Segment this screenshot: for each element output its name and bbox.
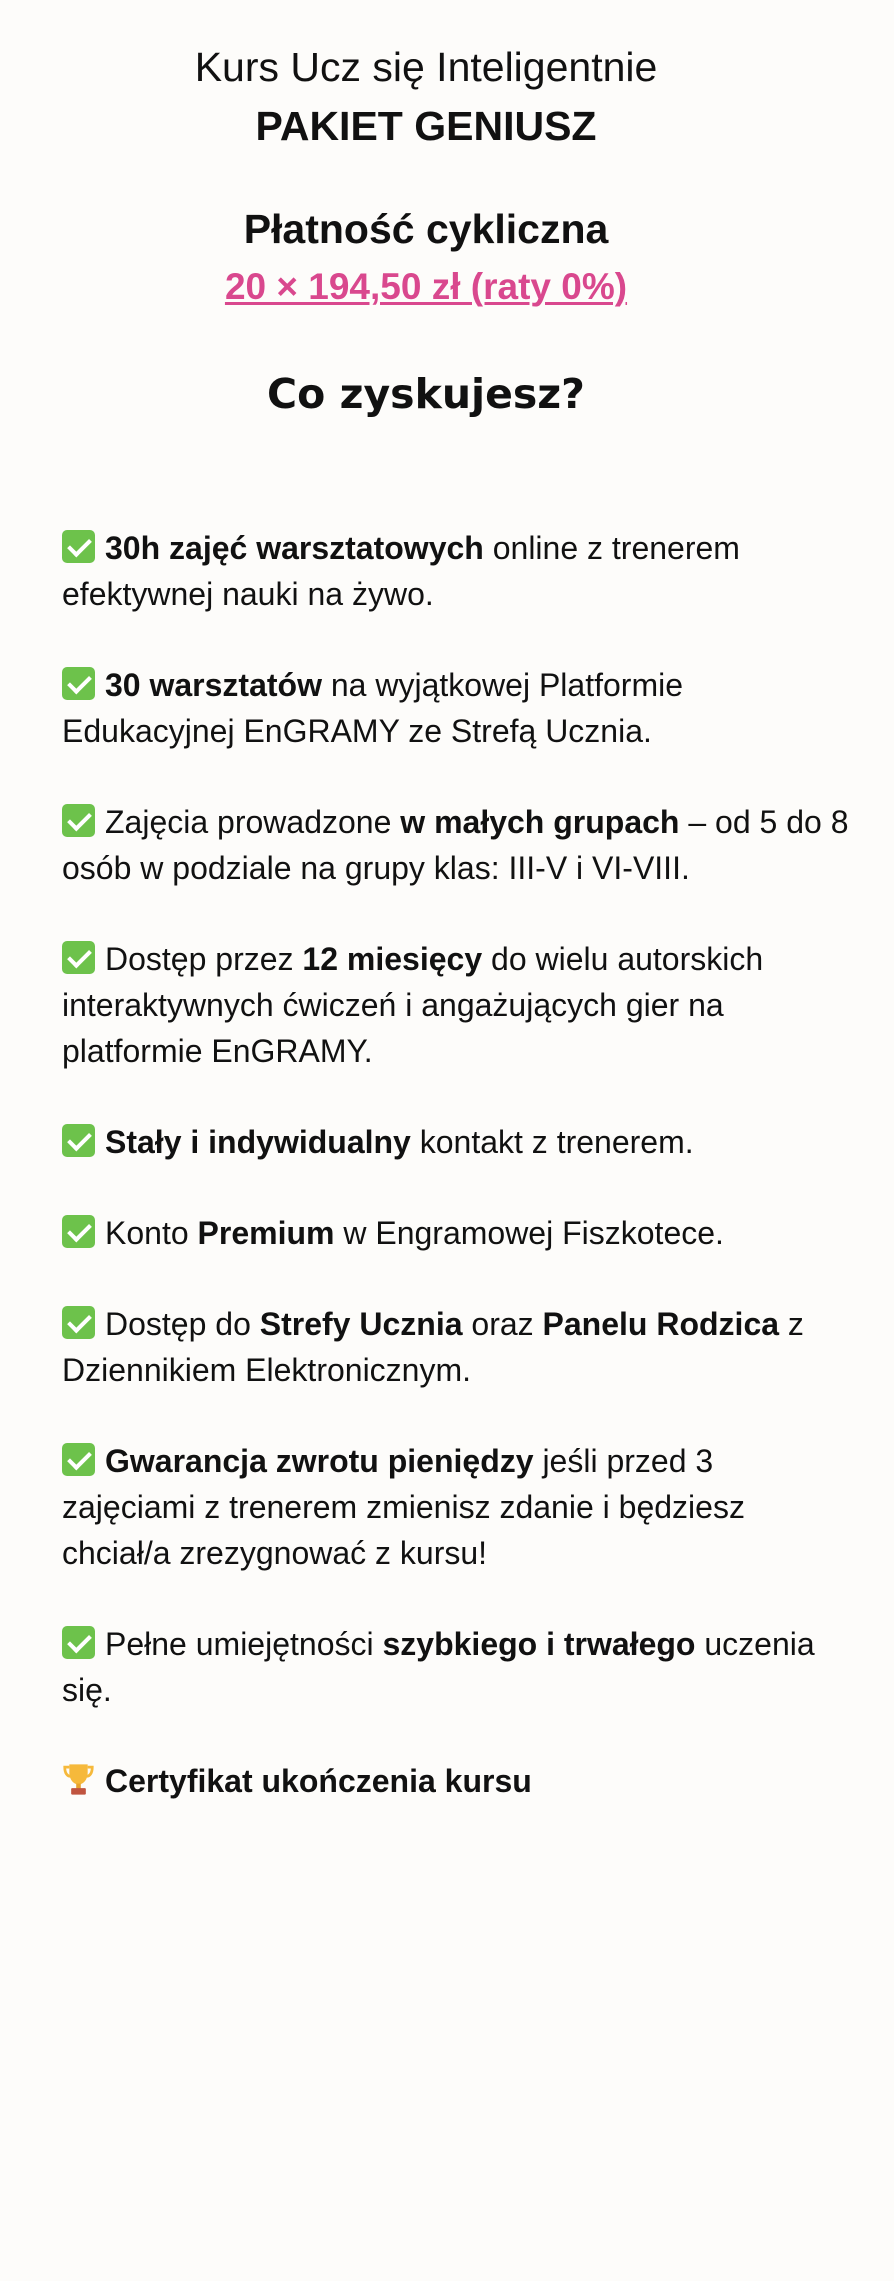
benefit-bold: Certyfikat ukończenia kursu (105, 1763, 532, 1799)
benefit-text: online z trenerem efektywnej nauki na żywo. (62, 530, 740, 612)
benefit-text-pre: Konto (105, 1215, 198, 1251)
benefit-item (62, 525, 852, 617)
benefit-bold: w małych grupach (400, 804, 680, 840)
benefit-text-pre: Dostęp do (105, 1306, 260, 1342)
check-icon (62, 1215, 95, 1248)
payment-title: Płatność cykliczna (243, 206, 609, 252)
benefit-text: uczenia się. (62, 1626, 815, 1708)
benefit-item (62, 1758, 852, 1804)
benefit-item (62, 936, 852, 1074)
benefit-bold: 30h zajęć warsztatowych (105, 530, 484, 566)
payment-price-link[interactable]: 20 × 194,50 zł (raty 0%) (224, 266, 628, 307)
check-icon (62, 1626, 95, 1659)
benefit-text: jeśli przed 3 zajęciami z trenerem zmienisz zdanie i będziesz chciał/a zrezygnować z kursu! (62, 1443, 745, 1571)
benefit-item (62, 1210, 852, 1256)
benefit-text-pre: Pełne umiejętności (105, 1626, 383, 1662)
benefits-title: Co zyskujesz? (267, 370, 585, 418)
benefit-text-pre: Dostęp przez (105, 941, 303, 977)
check-icon (62, 1306, 95, 1339)
benefits-list (62, 525, 852, 1804)
course-name: Kurs Ucz się Inteligentnie (194, 44, 658, 90)
benefit-text: na wyjątkowej Platformie Edukacyjnej EnGRAMY ze Strefą Ucznia. (62, 667, 683, 749)
trophy-icon (62, 1761, 95, 1797)
benefit-bold: Strefy Ucznia (259, 1306, 463, 1342)
benefit-bold-2: Panelu Rodzica (542, 1306, 780, 1342)
benefit-bold: Stały i indywidualny (105, 1124, 411, 1160)
benefit-text: kontakt z trenerem. (410, 1124, 694, 1160)
benefit-text: w Engramowej Fiszkotece. (334, 1215, 724, 1251)
benefit-item (62, 799, 852, 891)
benefit-item (62, 1621, 852, 1713)
check-icon (62, 1443, 95, 1476)
benefit-bold: szybkiego i trwałego (382, 1626, 696, 1662)
check-icon (62, 667, 95, 700)
benefit-text: do wielu autorskich interaktywnych ćwiczeń i angażujących gier na platformie EnGRAMY. (62, 941, 764, 1069)
benefit-item (62, 1119, 852, 1165)
benefit-text: z Dziennikiem Elektronicznym. (62, 1306, 804, 1388)
check-icon (62, 530, 95, 563)
benefit-item (62, 662, 852, 754)
benefit-bold: Gwarancja zwrotu pieniędzy (105, 1443, 534, 1479)
benefit-bold: 30 warsztatów (105, 667, 322, 703)
check-icon (62, 941, 95, 974)
benefit-text-mid: oraz (462, 1306, 543, 1342)
package-name: PAKIET GENIUSZ (255, 103, 597, 149)
benefit-item (62, 1301, 852, 1393)
check-icon (62, 1124, 95, 1157)
benefit-bold: Premium (197, 1215, 335, 1251)
benefit-text: – od 5 do 8 osób w podziale na grupy klas: III-V i VI-VIII. (62, 804, 849, 886)
benefit-bold: 12 miesięcy (302, 941, 483, 977)
check-icon (62, 804, 95, 837)
benefit-item (62, 1438, 852, 1576)
benefit-text-pre: Zajęcia prowadzone (105, 804, 401, 840)
